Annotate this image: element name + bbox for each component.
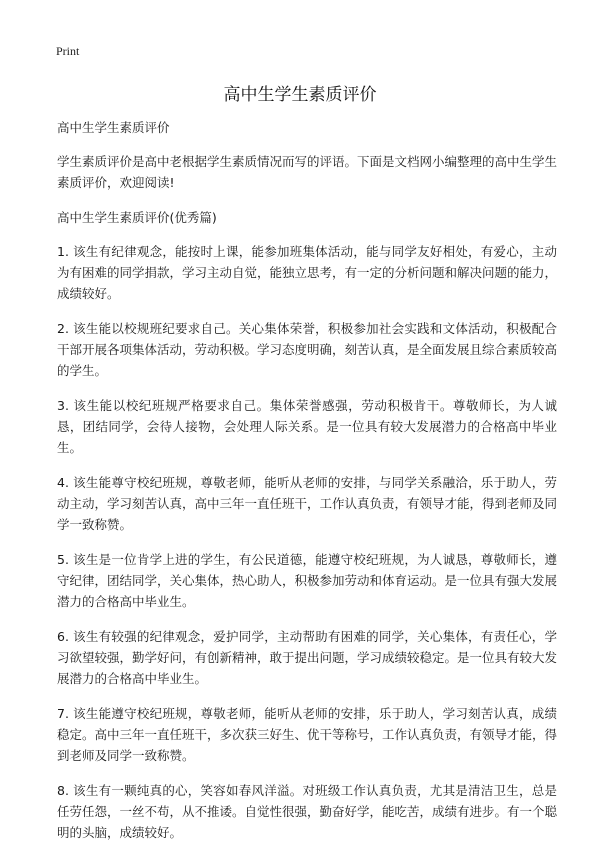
evaluation-item-6: 6. 该生有较强的纪律观念，爱护同学，主动帮助有困难的同学，关心集体，有责任心，学习欲望较强，勤学好问，有创新精神，敢于提出问题，学习成绩较稳定。是一位具有较大发展潜力的合格高中毕业生。: [57, 629, 558, 686]
evaluation-item-1: 1. 该生有纪律观念，能按时上课，能参加班集体活动，能与同学友好相处，有爱心，主动为有困难的同学捐款，学习主动自觉，能独立思考，有一定的分析问题和解决问题的能力，成绩较好。: [57, 244, 558, 301]
section-heading: 高中生学生素质评价(优秀篇): [57, 210, 217, 225]
document-subtitle: 高中生学生素质评价: [57, 120, 170, 135]
print-label: Print: [56, 44, 80, 58]
intro-paragraph: 学生素质评价是高中老根据学生素质情况而写的评语。下面是文档网小编整理的高中生学生素质评价，欢迎阅读!: [57, 154, 558, 190]
document-title: 高中生学生素质评价: [223, 85, 377, 105]
evaluation-item-7: 7. 该生能遵守校纪班规，尊敬老师，能听从老师的安排，乐于助人，学习刻苦认真，成绩稳定。高中三年一直任班干，多次获三好生、优干等称号，工作认真负责，有领导才能，得到老师及同学一致称赞。: [57, 706, 558, 763]
evaluation-item-5: 5. 该生是一位肯学上进的学生，有公民道德，能遵守校纪班规，为人诚恳，尊敬师长，遵守纪律，团结同学，关心集体，热心助人，积极参加劳动和体育运动。是一位具有强大发展潜力的合格高中毕业生。: [57, 552, 558, 609]
evaluation-item-3: 3. 该生能以校纪班规严格要求自己。集体荣誉感强，劳动积极肯干。尊敬师长，为人诚恳，团结同学，会待人接物，会处理人际关系。是一位具有较大发展潜力的合格高中毕业生。: [57, 398, 557, 455]
evaluation-item-8: 8. 该生有一颗纯真的心，笑容如春风洋溢。对班级工作认真负责，尤其是清洁卫生，总是任劳任怨，一丝不苟，从不推诿。自觉性很强，勤奋好学，能吃苦，成绩有进步。有一个聪明的头脑，成绩较好。: [57, 783, 558, 840]
document-body: [57, 117, 557, 857]
evaluation-item-4: 4. 该生能尊守校纪班规，尊敬老师，能听从老师的安排，与同学关系融洽，乐于助人，劳动主动，学习刻苦认真，高中三年一直任班干，工作认真负责，有领导才能，得到老师及同学一致称赞。: [57, 475, 558, 532]
evaluation-item-2: 2. 该生能以校规班纪要求自己。关心集体荣誉，积极参加社会实践和文体活动，积极配合干部开展各项集体活动，劳动积极。学习态度明确，刻苦认真，是全面发展且综合素质较高的学生。: [57, 321, 558, 378]
